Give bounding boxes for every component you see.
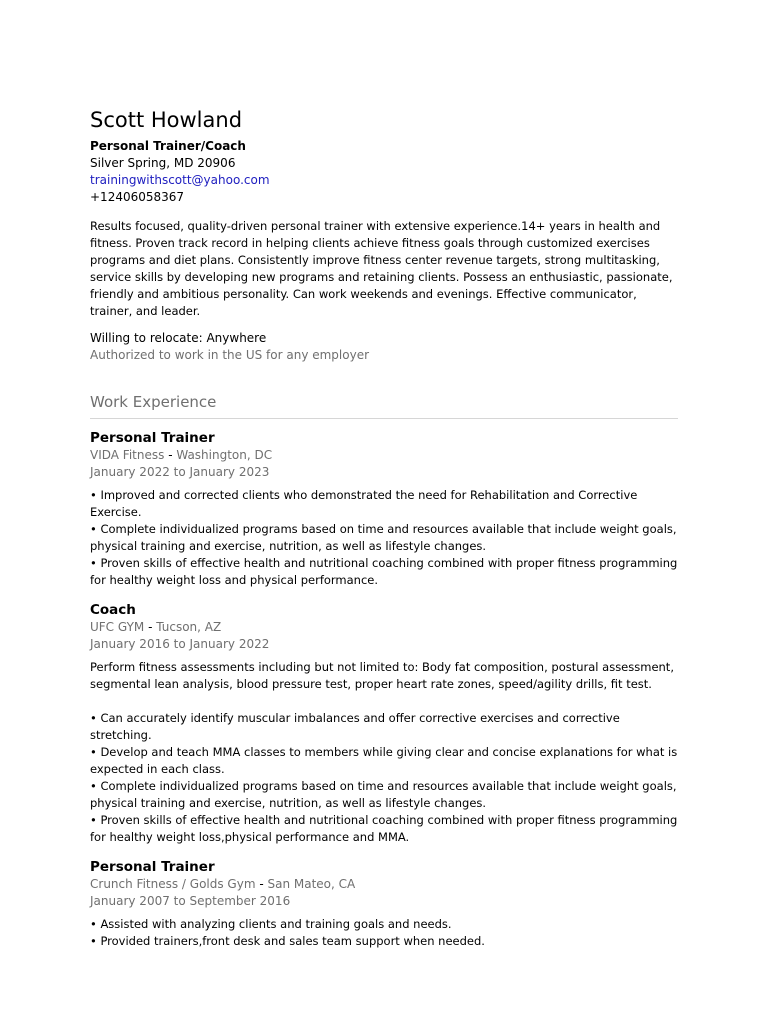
job-entry: [90, 429, 678, 589]
job-dates: January 2016 to January 2022: [90, 637, 270, 651]
job-description-line: • Can accurately identify muscular imbalances and offer corrective exercises and corrective stretching.: [90, 711, 620, 742]
job-description-line: • Proven skills of effective health and nutritional coaching combined with proper fitness programming for healthy weight loss and physical performance.: [90, 556, 678, 587]
job-entry: [90, 858, 678, 950]
job-entry: [90, 601, 678, 846]
job-separator: -: [255, 877, 268, 891]
job-company-location: [90, 619, 678, 636]
summary-text: Results focused, quality-driven personal trainer with extensive experience.14+ years in health and fitness. Proven track record in helping clients achieve fitness goals through customized exercises programs and diet plans. Consistently improve fitness center revenue targets, strong multitasking, service skills by developing new programs and retaining clients. Possess an enthusiastic, passionate, friendly and ambitious personality. Can work weekends and evenings. Effective communicator, trainer, and leader.: [90, 219, 673, 318]
job-description-line: • Assisted with analyzing clients and training goals and needs.: [90, 917, 452, 931]
job-company: Crunch Fitness / Golds Gym: [90, 877, 256, 891]
job-description-line: • Develop and teach MMA classes to members while giving clear and concise explanations for what is expected in each class.: [90, 745, 678, 776]
candidate-name: Scott Howland: [90, 108, 243, 132]
job-location: Tucson, AZ: [156, 620, 222, 634]
job-separator: -: [144, 620, 157, 634]
candidate-location: Silver Spring, MD 20906: [90, 156, 236, 170]
work-authorization: Authorized to work in the US for any employer: [90, 348, 370, 362]
job-title: Coach: [90, 602, 136, 618]
job-separator: -: [164, 448, 177, 462]
job-description-line: Perform fitness assessments including but not limited to: Body fat composition, postural assessment, segmental lean analysis, blood pressure test, proper heart rate zones, speed/agility drills, fit test.: [90, 660, 674, 691]
relocate-text: Willing to relocate: Anywhere: [90, 331, 267, 345]
job-dates: January 2007 to September 2016: [90, 894, 291, 908]
job-company: VIDA Fitness: [90, 448, 165, 462]
email-link[interactable]: trainingwithscott@yahoo.com: [90, 173, 270, 187]
job-company: UFC GYM: [90, 620, 145, 634]
job-dates: January 2022 to January 2023: [90, 465, 270, 479]
section-title-work-experience: Work Experience: [90, 392, 678, 419]
job-description: [90, 916, 678, 950]
job-description-line: • Proven skills of effective health and nutritional coaching combined with proper fitness programming for healthy weight loss,physical performance and MMA.: [90, 813, 678, 844]
job-description: [90, 659, 678, 846]
job-title: Personal Trainer: [90, 430, 215, 446]
job-description: [90, 487, 678, 589]
job-company-location: [90, 447, 678, 464]
candidate-headline: Personal Trainer/Coach: [90, 139, 246, 153]
job-description-line: [90, 693, 678, 710]
job-description-line: • Improved and corrected clients who demonstrated the need for Rehabilitation and Corrective Exercise.: [90, 488, 638, 519]
phone-number: +12406058367: [90, 190, 185, 204]
job-location: Washington, DC: [176, 448, 273, 462]
job-title: Personal Trainer: [90, 859, 215, 875]
job-description-line: • Complete individualized programs based on time and resources available that include weight goals, physical training and exercise, nutrition, as well as lifestyle changes.: [90, 522, 677, 553]
job-company-location: [90, 876, 678, 893]
work-experience-list: [90, 429, 678, 950]
job-description-line: • Provided trainers,front desk and sales team support when needed.: [90, 934, 485, 948]
job-description-line: • Complete individualized programs based on time and resources available that include weight goals, physical training and exercise, nutrition, as well as lifestyle changes.: [90, 779, 677, 810]
job-location: San Mateo, CA: [267, 877, 356, 891]
